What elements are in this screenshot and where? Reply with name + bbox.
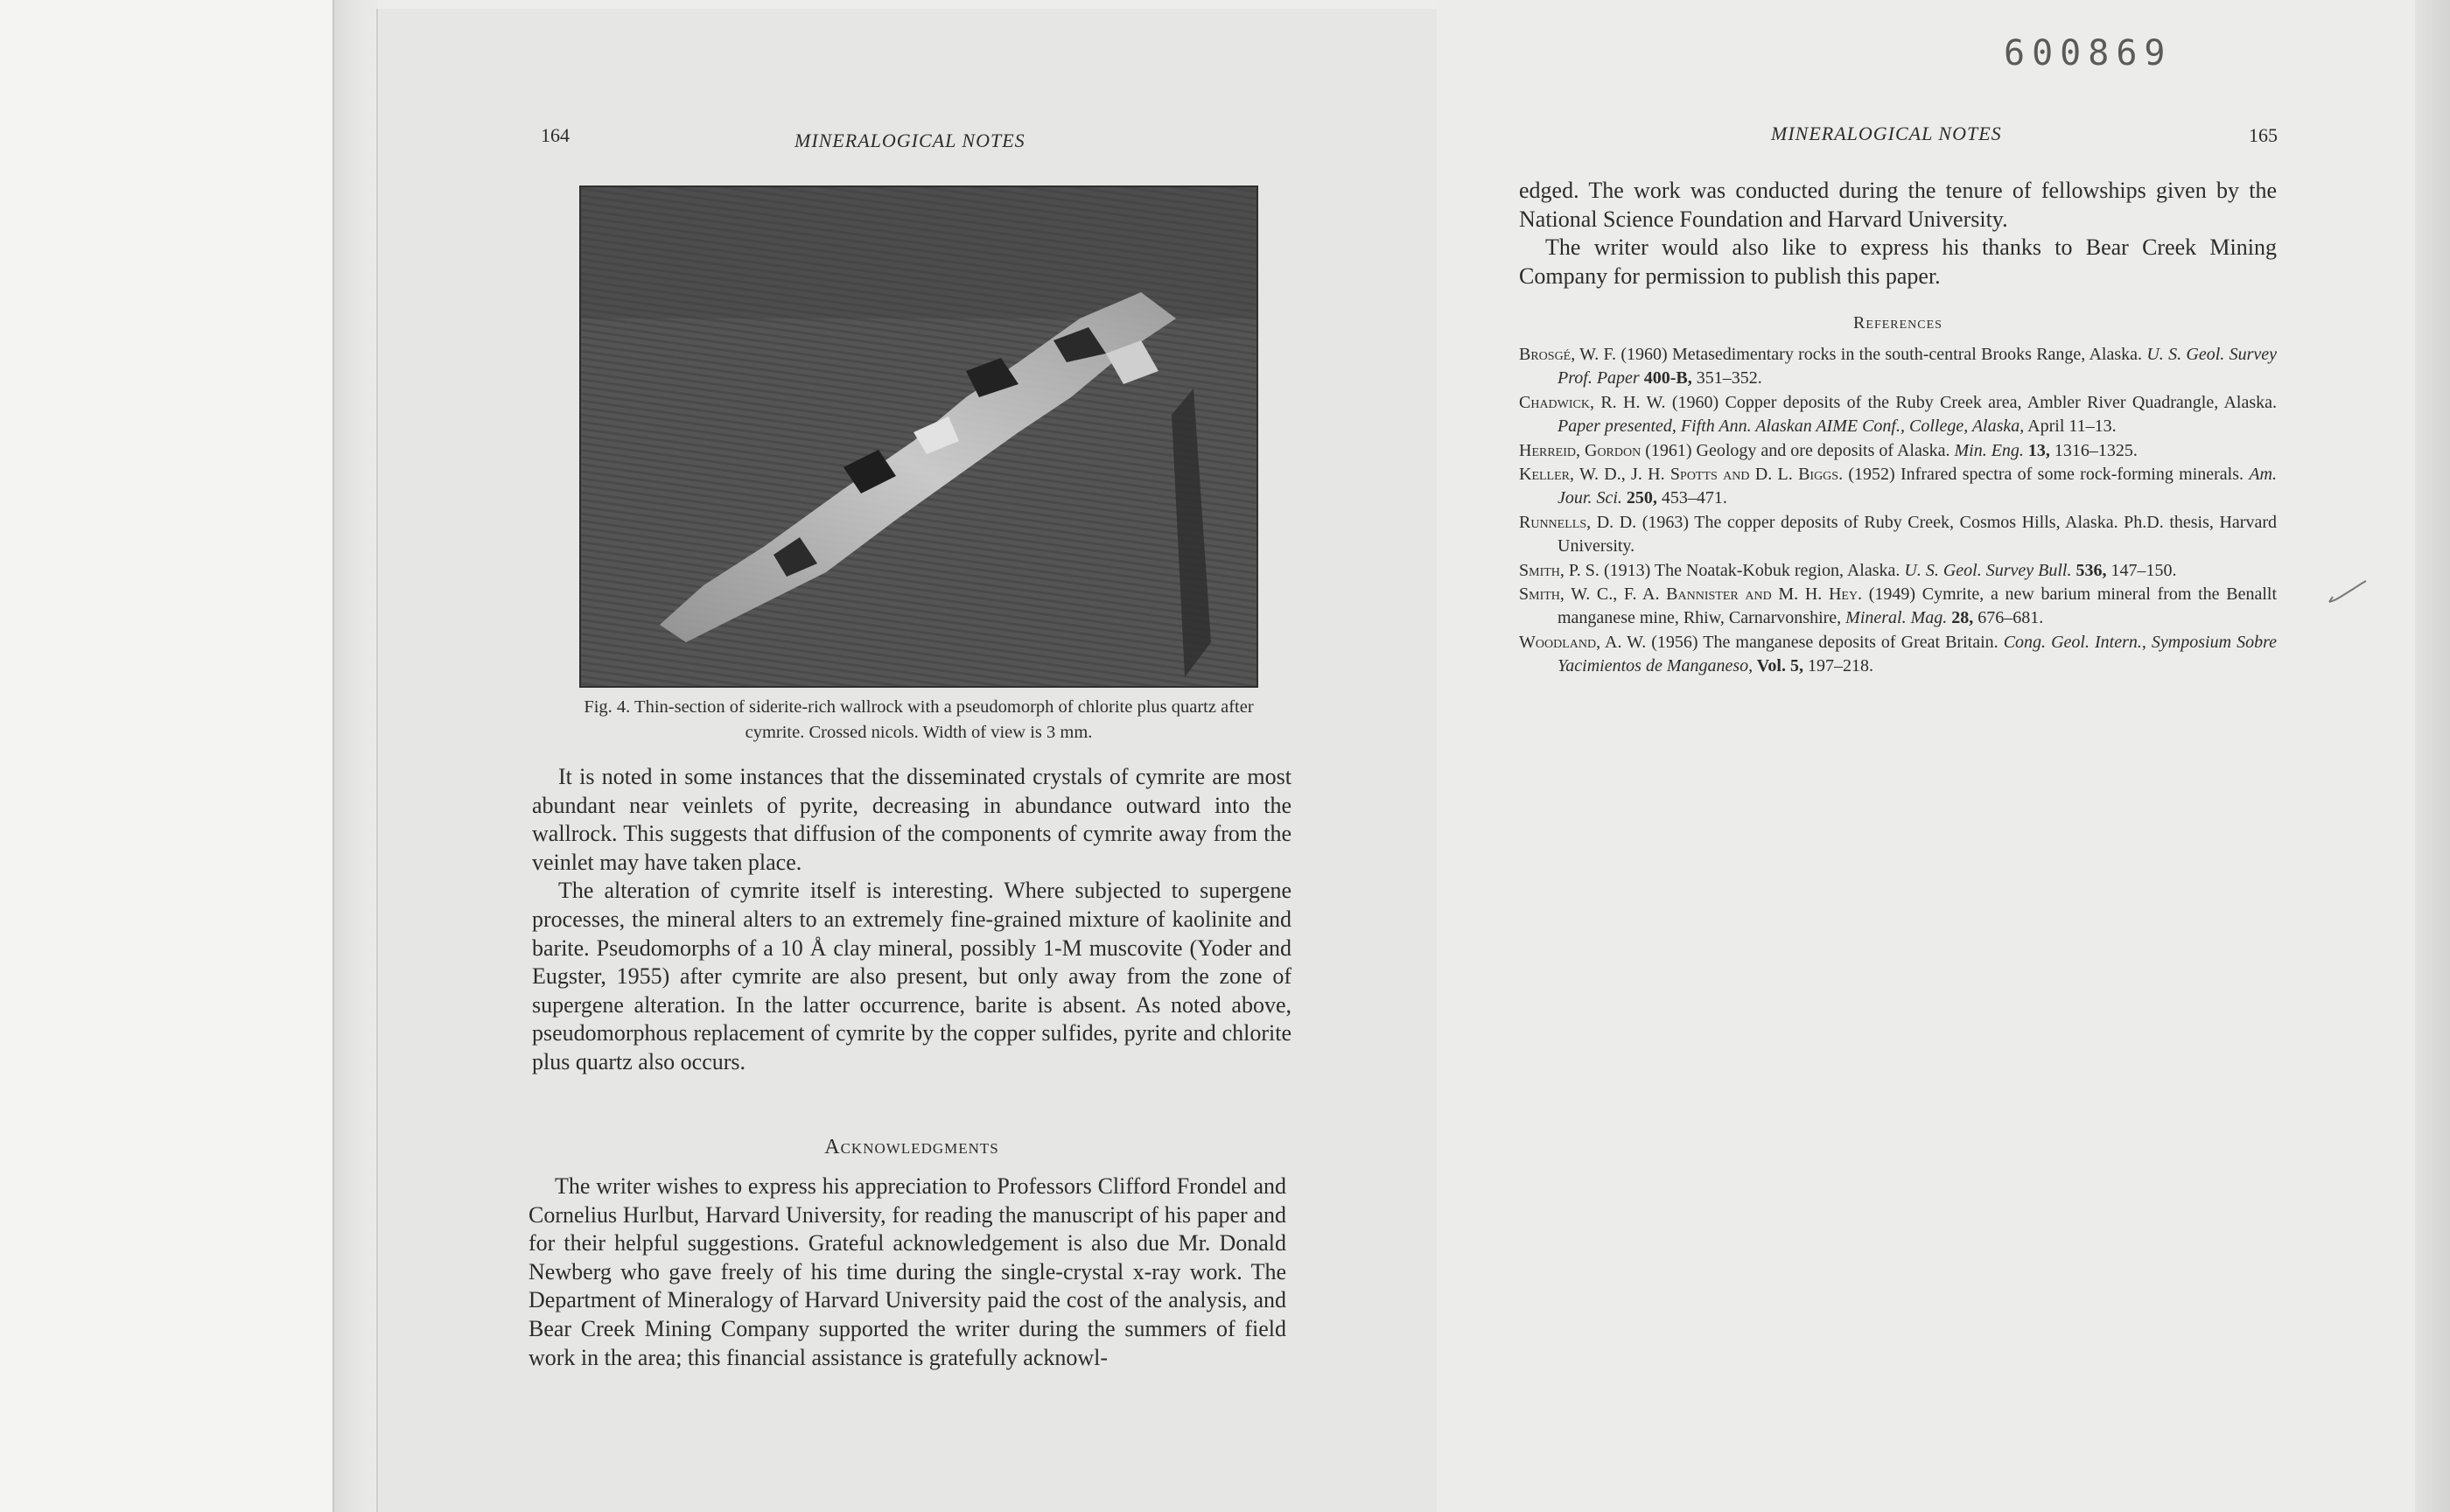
- right-body-text: [1519, 177, 2277, 290]
- reference-author: Runnells, D. D.: [1519, 512, 1637, 532]
- reference-entry: [1519, 583, 2277, 631]
- reference-journal: Paper presented, Fifth Ann. Alaskan AIME Conf., College, Alaska,: [1558, 416, 2025, 437]
- reference-volume: 536,: [2071, 560, 2107, 580]
- handwritten-number: 600869: [2004, 33, 2173, 74]
- reference-text: (1961) Geology and ore deposits of Alaska.: [1641, 440, 1955, 460]
- reference-author: Brosgé, W. F.: [1519, 345, 1617, 364]
- reference-journal: Min. Eng.: [1954, 440, 2024, 460]
- reference-text: (1956) The manganese deposits of Great Britain.: [1646, 632, 2004, 652]
- micrograph-image: [581, 187, 1256, 686]
- paragraph: edged. The work was conducted during the tenure of fellowships given by the National Science Foundation and Harvard University.: [1519, 178, 2277, 232]
- reference-pages: 147–150.: [2106, 560, 2177, 580]
- left-running-head: MINERALOGICAL NOTES: [794, 130, 1026, 151]
- reference-author: Smith, W. C., F. A. Bannister and M. H. Hey.: [1519, 584, 1863, 605]
- pencil-check-mark-icon: [2328, 579, 2368, 606]
- reference-pages: April 11–13.: [2024, 416, 2117, 437]
- reference-journal: U. S. Geol. Survey Prof. Paper: [1558, 345, 2278, 388]
- reference-volume: 250,: [1621, 488, 1657, 508]
- scan-background-left: [0, 0, 332, 1512]
- reference-pages: 197–218.: [1802, 656, 1873, 676]
- reference-pages: 1316–1325.: [2049, 440, 2138, 460]
- references-list: [1519, 343, 2277, 679]
- paragraph: The alteration of cymrite itself is interesting. Where subjected to supergene processes, the mineral alters to an extremely fine-grained mixture of kaolinite and barite. Pseudomorphs of a 10 Å clay mineral, possibly 1-M muscovite (Yoder and Eugster, 1955) after cymrite are also present, but only away from the zone of supergene alteration. In the latter occurrence, barite is absent. As noted above, pseudomorphous replacement of cymrite by the copper sulfides, pyrite and chlorite plus quartz also occurs.: [532, 878, 1292, 1074]
- reference-entry: [1519, 559, 2277, 583]
- paragraph: It is noted in some instances that the disseminated crystals of cymrite are most abundant near veinlets of pyrite, decreasing in abundance outward into the wallrock. This suggests that diffusion of the components of cymrite away from the veinlet may have taken place.: [532, 764, 1292, 875]
- reference-author: Keller, W. D., J. H. Spotts and D. L. Biggs.: [1519, 465, 1844, 485]
- reference-pages: 351–352.: [1691, 368, 1762, 388]
- reference-text: (1960) Metasedimentary rocks in the south-central Brooks Range, Alaska.: [1616, 345, 2147, 364]
- acknowledgments-heading: Acknowledgments: [824, 1136, 999, 1158]
- left-page-number: 164: [541, 124, 570, 146]
- reference-journal: Mineral. Mag.: [1845, 608, 1948, 628]
- figure-caption: Fig. 4. Thin-section of siderite-rich wallrock with a pseudomorph of chlorite plus quartz after cymrite. Crossed nicols. Width of view is 3 mm.: [584, 697, 1254, 742]
- reference-text: (1960) Copper deposits of the Ruby Creek area, Ambler River Quadrangle, Alaska.: [1665, 392, 2277, 412]
- reference-text: (1913) The Noatak-Kobuk region, Alaska.: [1599, 560, 1905, 580]
- reference-text: (1949) Cymrite, a new barium mineral from the Benallt manganese mine, Rhiw, Carnarvonshire,: [1558, 584, 2277, 628]
- acknowledgments-text: [528, 1172, 1286, 1372]
- reference-journal: Cong. Geol. Intern., Symposium Sobre Yacimientos de Manganeso,: [1558, 632, 2277, 676]
- reference-journal: Am. Jour. Sci.: [1558, 465, 2277, 508]
- left-body-text: [532, 763, 1292, 1077]
- reference-author: Chadwick, R. H. W.: [1519, 392, 1666, 412]
- right-page-edge: [2415, 0, 2450, 1512]
- figure-4-micrograph: [579, 186, 1258, 688]
- reference-author: Herreid, Gordon: [1519, 440, 1642, 460]
- reference-text: (1963) The copper deposits of Ruby Creek, Cosmos Hills, Alaska. Ph.D. thesis, Harvard University.: [1558, 512, 2277, 556]
- reference-pages: 676–681.: [1973, 608, 2044, 628]
- reference-journal: U. S. Geol. Survey Bull.: [1904, 560, 2072, 580]
- paragraph: The writer wishes to express his appreciation to Professors Clifford Frondel and Cornelius Hurlbut, Harvard University, for reading the manuscript of his paper and for their helpful suggestions. Grateful acknowledgement is also due Mr. Donald Newberg who gave freely of his time during the single-crystal x-ray work. The Department of Mineralogy of Harvard University paid the cost of the analysis, and Bear Creek Mining Company supported the writer during the summers of field work in the area; this financial assistance is gratefully acknowl-: [528, 1173, 1286, 1370]
- paragraph: The writer would also like to express his thanks to Bear Creek Mining Company for permission to publish this paper.: [1519, 234, 2277, 289]
- reference-author: Woodland, A. W.: [1519, 632, 1647, 652]
- reference-entry: [1519, 511, 2277, 559]
- page-edge-shadow: [332, 0, 378, 1512]
- reference-volume: 400-B,: [1639, 368, 1692, 388]
- reference-pages: 453–471.: [1656, 488, 1727, 508]
- reference-volume: 13,: [2023, 440, 2050, 460]
- reference-entry: [1519, 631, 2277, 679]
- reference-volume: 28,: [1947, 608, 1974, 628]
- reference-entry: [1519, 463, 2277, 511]
- reference-author: Smith, P. S.: [1519, 560, 1600, 580]
- right-page-number: 165: [2249, 124, 2278, 146]
- reference-entry: [1519, 391, 2277, 439]
- reference-entry: [1519, 439, 2277, 463]
- references-heading: References: [1853, 313, 1942, 332]
- right-running-head: MINERALOGICAL NOTES: [1771, 122, 2002, 144]
- reference-volume: Vol. 5,: [1753, 656, 1803, 676]
- reference-entry: [1519, 343, 2277, 391]
- reference-text: (1952) Infrared spectra of some rock-forming minerals.: [1843, 465, 2250, 485]
